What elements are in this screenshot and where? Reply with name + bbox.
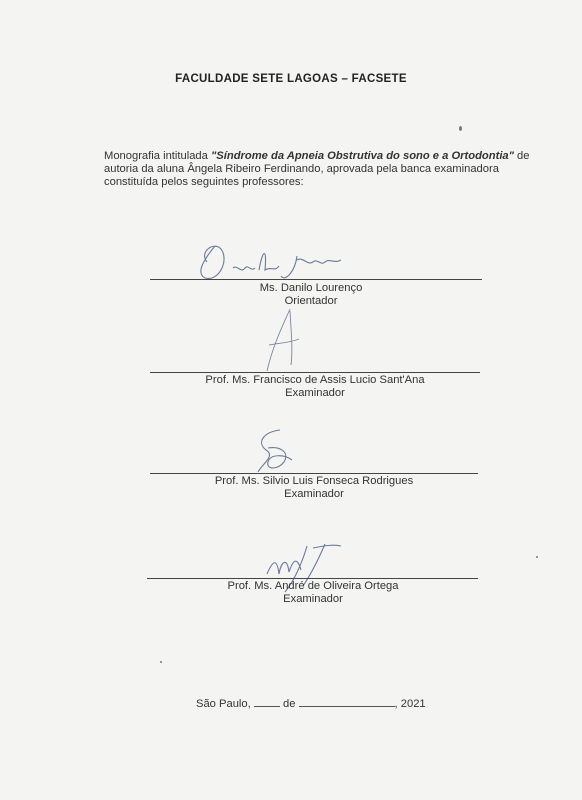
intro-paragraph xyxy=(104,150,536,189)
day-blank xyxy=(254,696,280,707)
date-year: , 2021 xyxy=(394,698,426,710)
signer-name-2: Prof. Ms. Francisco de Assis Lucio Sant'Ana xyxy=(205,374,425,386)
signer-role-4: Examinador xyxy=(283,593,343,605)
signature-line-1 xyxy=(150,279,482,280)
date-de: de xyxy=(282,698,296,710)
scan-speck xyxy=(459,126,462,131)
signer-role-1: Orientador xyxy=(284,295,338,307)
date-line xyxy=(196,696,426,710)
scan-speck xyxy=(160,661,162,663)
scan-speck xyxy=(536,556,538,558)
signature-francisco xyxy=(255,305,315,375)
signer-role-3: Examinador xyxy=(284,488,344,500)
signature-line-4 xyxy=(147,578,478,579)
signature-danilo xyxy=(185,238,365,288)
date-city: São Paulo, xyxy=(196,698,251,710)
signer-role-2: Examinador xyxy=(285,387,345,399)
signature-silvio xyxy=(240,424,310,479)
signature-line-2 xyxy=(150,372,480,373)
intro-suffix: de autoria da aluna Ângela Ribeiro Ferdinando, aprovada pela banca examinadora constituída pelos seguintes professores: xyxy=(104,150,530,188)
signer-name-1: Ms. Danilo Lourenço xyxy=(259,282,363,294)
intro-prefix: Monografia intitulada xyxy=(104,150,211,162)
signature-line-3 xyxy=(150,473,478,474)
signer-name-4: Prof. Ms. André de Oliveira Ortega xyxy=(227,580,399,592)
institution-title: FACULDADE SETE LAGOAS – FACSETE xyxy=(175,73,407,85)
monograph-title: "Síndrome da Apneia Obstrutiva do sono e a Ortodontia" xyxy=(210,150,514,162)
month-blank xyxy=(299,696,395,707)
signer-name-3: Prof. Ms. Silvio Luis Fonseca Rodrigues xyxy=(214,475,414,487)
